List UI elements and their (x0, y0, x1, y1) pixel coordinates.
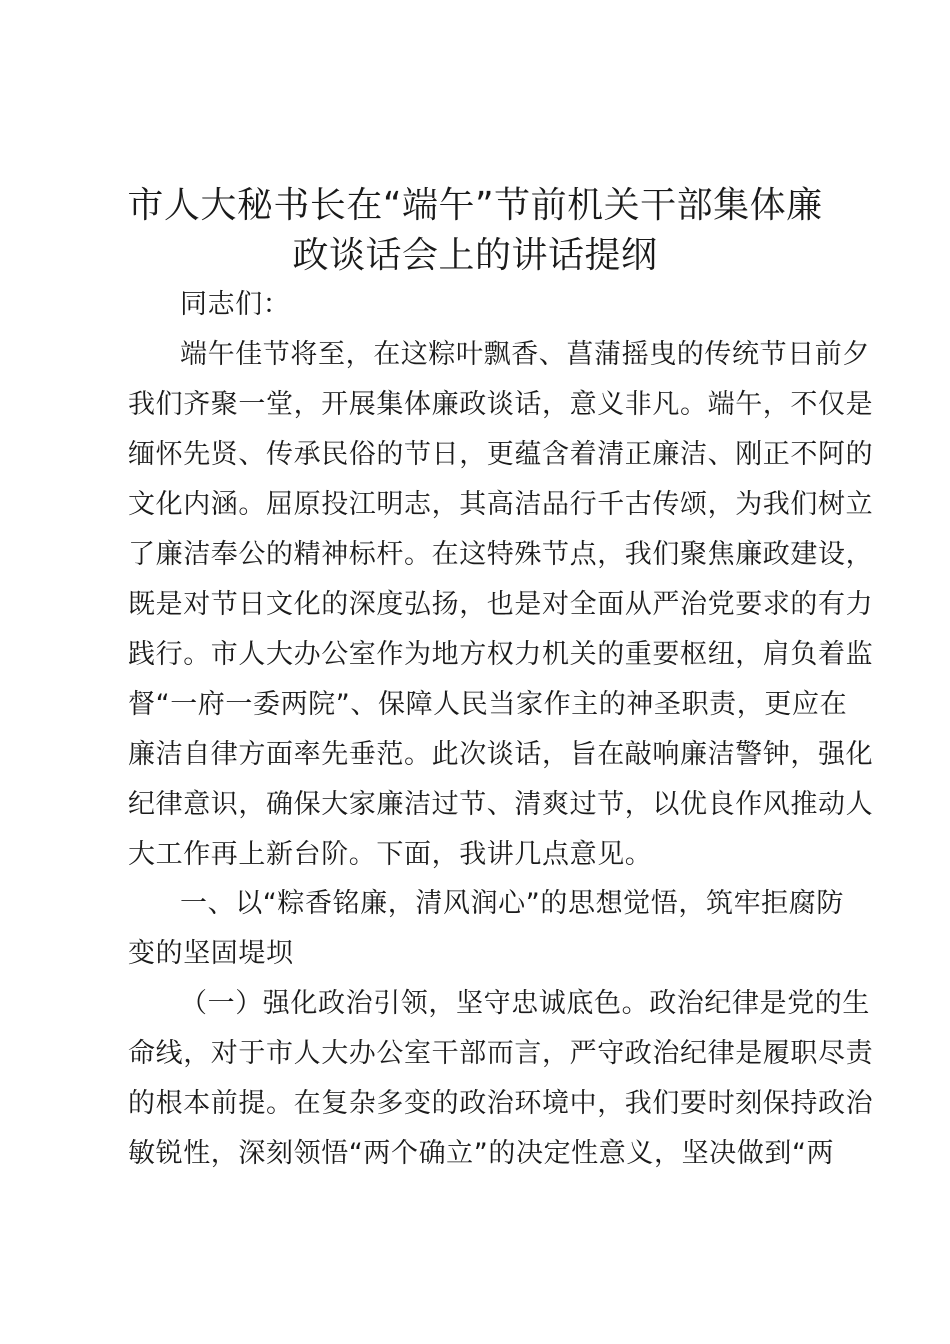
body-line: 我们齐聚一堂，开展集体廉政谈话，意义非凡。端午，不仅是 (128, 389, 874, 420)
body-line: 的根本前提。在复杂多变的政治环境中，我们要时刻保持政治 (128, 1088, 874, 1119)
body-line: 缅怀先贤、传承民俗的节日，更蕴含着清正廉洁、刚正不阿的 (128, 439, 874, 470)
body-line: 端午佳节将至，在这粽叶飘香、菖蒲摇曳的传统节日前夕 (180, 339, 870, 370)
document-title-line-1: 市人大秘书长在“端午”节前机关干部集体廉 (127, 185, 823, 226)
section-heading-line: 一、以“粽香铭廉，清风润心”的思想觉悟，筑牢拒腐防 (180, 888, 844, 919)
body-line: 命线，对于市人大办公室干部而言，严守政治纪律是履职尽责 (128, 1038, 874, 1069)
document-title-line-2: 政谈话会上的讲话提纲 (292, 235, 658, 276)
body-line: 廉洁自律方面率先垂范。此次谈话，旨在敲响廉洁警钟，强化 (128, 739, 874, 770)
salutation: 同志们： (180, 289, 291, 320)
subsection-line: （一）强化政治引领，坚守忠诚底色。政治纪律是党的生 (180, 988, 870, 1019)
body-line: 纪律意识，确保大家廉洁过节、清爽过节，以优良作风推动人 (128, 789, 874, 820)
body-line: 敏锐性，深刻领悟“两个确立”的决定性意义，坚决做到“两 (128, 1138, 835, 1169)
body-line: 了廉洁奉公的精神标杆。在这特殊节点，我们聚焦廉政建设， (128, 539, 874, 570)
section-heading-line: 变的坚固堤坝 (128, 938, 294, 969)
body-line: 大工作再上新台阶。下面，我讲几点意见。 (128, 839, 653, 870)
body-line: 践行。市人大办公室作为地方权力机关的重要枢纽，肩负着监 (128, 639, 874, 670)
body-line: 文化内涵。屈原投江明志，其高洁品行千古传颂，为我们树立 (128, 489, 874, 520)
body-line: 督“一府一委两院”、保障人民当家作主的神圣职责，更应在 (128, 689, 848, 720)
body-line: 既是对节日文化的深度弘扬，也是对全面从严治党要求的有力 (128, 589, 874, 620)
